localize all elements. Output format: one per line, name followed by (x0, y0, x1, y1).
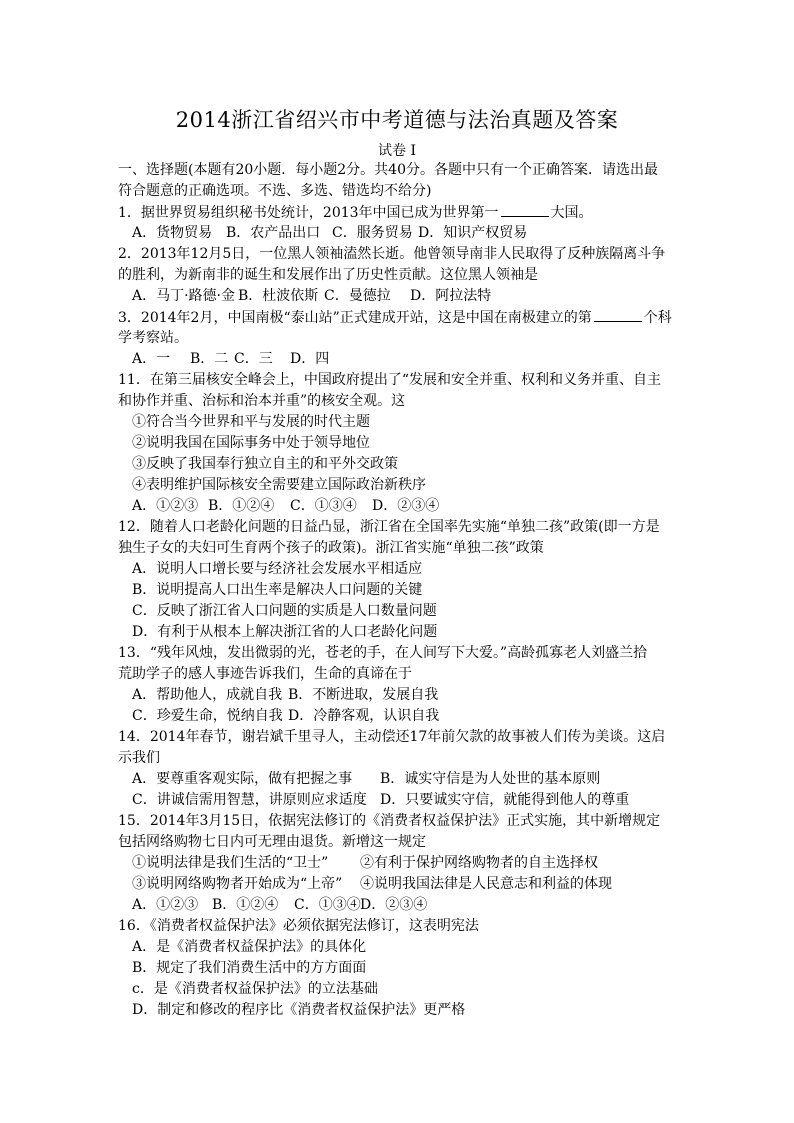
question-15-stem: 15．2014年3月15日，依据宪法修订的《消费者权益保护法》正式实施，其中新增规定 (118, 813, 661, 829)
instructions-line: 符合题意的正确选项。不选、多选、错选均不给分) (118, 183, 432, 199)
statements-row (118, 853, 688, 874)
question-1-options (118, 223, 688, 244)
question-15-options (118, 895, 688, 916)
stem-text: 个科 (643, 310, 672, 326)
answer-blank (501, 202, 549, 217)
option-a: A．是《消费者权益保护法》的具体化 (132, 939, 367, 955)
option-a: A．货物贸易 (132, 225, 213, 241)
option-d: D．②③④ (372, 498, 440, 514)
option-c: C．服务贸易 (332, 225, 413, 241)
option-d: D．只要诚实守信，就能得到他人的尊重 (380, 792, 630, 808)
option-b: B．①②④ (212, 897, 279, 913)
instructions-line: 一、选择题(本题有20小题．每小题2分。共40分。各题中只有一个正确答案．请选出最 (118, 162, 658, 178)
question-12-stem: 12．随着人口老龄化问题的日益凸显，浙江省在全国率先实施“单独二孩”政策(即一方是 (118, 519, 660, 535)
question-14-options-row (118, 790, 688, 811)
option-c: C．反映了浙江省人口问题的实质是人口数量问题 (132, 603, 437, 619)
question-11-options (118, 496, 688, 517)
option-d: D．制定和修改的程序比《消费者权益保护法》更严格 (132, 1002, 466, 1018)
question-12-stem: 独生子女的夫妇可生育两个孩子的政策)。浙江省实施“单独二孩”政策 (118, 540, 544, 556)
option-b: B．不断进取，发展自我 (288, 687, 439, 703)
question-3-options (118, 349, 688, 370)
question-11-stem: 和协作并重、治标和治本并重”的核安全观。这 (118, 393, 406, 409)
question-1-stem (118, 202, 688, 223)
option-a: A．说明人口增长要与经济社会发展水平相适应 (132, 561, 423, 577)
question-13-options-row (118, 706, 688, 727)
question-2-options (118, 286, 688, 307)
statement-1: ①说明法律是我们生活的“卫士” (132, 855, 329, 871)
statements-row (118, 874, 688, 895)
option-c: C．三 (234, 351, 273, 367)
statement-2: ②有利于保护网络购物者的自主选择权 (360, 855, 598, 871)
option-a: A．①②③ (132, 897, 199, 913)
option-d: D．冷静客观，认识自我 (288, 708, 440, 724)
statement-1: ①符合当今世界和平与发展的时代主题 (132, 414, 370, 430)
answer-blank (594, 307, 642, 322)
option-c: C．①③④ (294, 897, 361, 913)
option-a: A．帮助他人，成就自我 (132, 687, 283, 703)
question-15-stem: 包括网络购物七日内可无理由退货。新增这一规定 (118, 834, 426, 850)
question-13-stem: 荒助学子的感人事迹告诉我们，生命的真谛在于 (118, 666, 412, 682)
question-16-stem: 16．《消费者权益保护法》必须依据宪法修订，这表明宪法 (118, 918, 479, 934)
question-13-options-row (118, 685, 688, 706)
question-3-stem: 学考察站。 (118, 330, 188, 346)
option-d: D．阿拉法特 (410, 288, 492, 304)
option-a: A．马丁·路德·金 (132, 288, 236, 304)
question-14-stem: 示我们 (118, 750, 160, 766)
option-a: A．①②③ (132, 498, 199, 514)
option-d: D．②③④ (360, 897, 428, 913)
option-b: B．规定了我们消费生活中的方方面面 (132, 960, 367, 976)
option-c: C．讲诚信需用智慧，讲原则应求适度 (132, 792, 367, 808)
question-2-stem: 2．2013年12月5日，一位黑人领袖溘然长逝。他曾领导南非人民取得了反种族隔离斗争 (118, 246, 666, 262)
option-c: C．①③④ (290, 498, 357, 514)
option-c: C．曼德拉 (324, 288, 391, 304)
option-a: A．要尊重客观实际，做有把握之事 (132, 771, 353, 787)
option-b: B．杜波依斯 (238, 288, 319, 304)
statement-4: ④表明维护国际核安全需要建立国际政治新秩序 (132, 477, 426, 493)
document-body (118, 160, 688, 1021)
option-d: D．有利于从根本上解决浙江省的人口老龄化问题 (132, 624, 438, 640)
option-b: B．诚实守信是为人处世的基本原则 (380, 771, 601, 787)
stem-text: 1．据世界贸易组织秘书处统计，2013年中国已成为世界第一 (118, 205, 499, 221)
option-b: B．二 (190, 351, 229, 367)
statement-3: ③说明网络购物者开始成为“上帝” (132, 876, 343, 892)
option-b: B．说明提高人口出生率是解决人口问题的关键 (132, 582, 423, 598)
stem-text: 大国。 (550, 205, 593, 221)
option-d: D．四 (290, 351, 330, 367)
statement-3: ③反映了我国奉行独立自主的和平外交政策 (132, 456, 398, 472)
question-14-stem: 14．2014年春节，谢岩斌千里寻人，主动偿还17年前欠款的故事被人们传为美谈。这启 (118, 729, 666, 745)
option-b: B．①②④ (208, 498, 275, 514)
option-b: B．农产品出口 (226, 225, 321, 241)
question-3-stem (118, 307, 688, 328)
option-c: c．是《消费者权益保护法》的立法基础 (132, 981, 378, 997)
stem-text: 3．2014年2月，中国南极“泰山站”正式建成开站，这是中国在南极建立的第 (118, 310, 592, 326)
question-13-stem: 13．“残年风烛，发出微弱的光，苍老的手，在人间写下大爱。”高龄孤寡老人刘盛兰拾 (118, 645, 648, 661)
statement-4: ④说明我国法律是人民意志和利益的体现 (360, 876, 612, 892)
option-a: A．一 (132, 351, 171, 367)
paper-section-label: 试卷 I (378, 143, 416, 159)
question-2-stem: 的胜利，为新南非的诞生和发展作出了历史性贡献。这位黑人领袖是 (118, 267, 538, 283)
option-c: C．珍爱生命，悦纳自我 (132, 708, 283, 724)
option-d: D．知识产权贸易 (418, 225, 528, 241)
statement-2: ②说明我国在国际事务中处于领导地位 (132, 435, 370, 451)
question-11-stem: 11．在第三届核安全峰会上，中国政府提出了“发展和安全并重、权利和义务并重、自主 (118, 372, 661, 388)
question-14-options-row (118, 769, 688, 790)
document-title: 2014浙江省绍兴市中考道德与法治真题及答案 (175, 108, 619, 132)
